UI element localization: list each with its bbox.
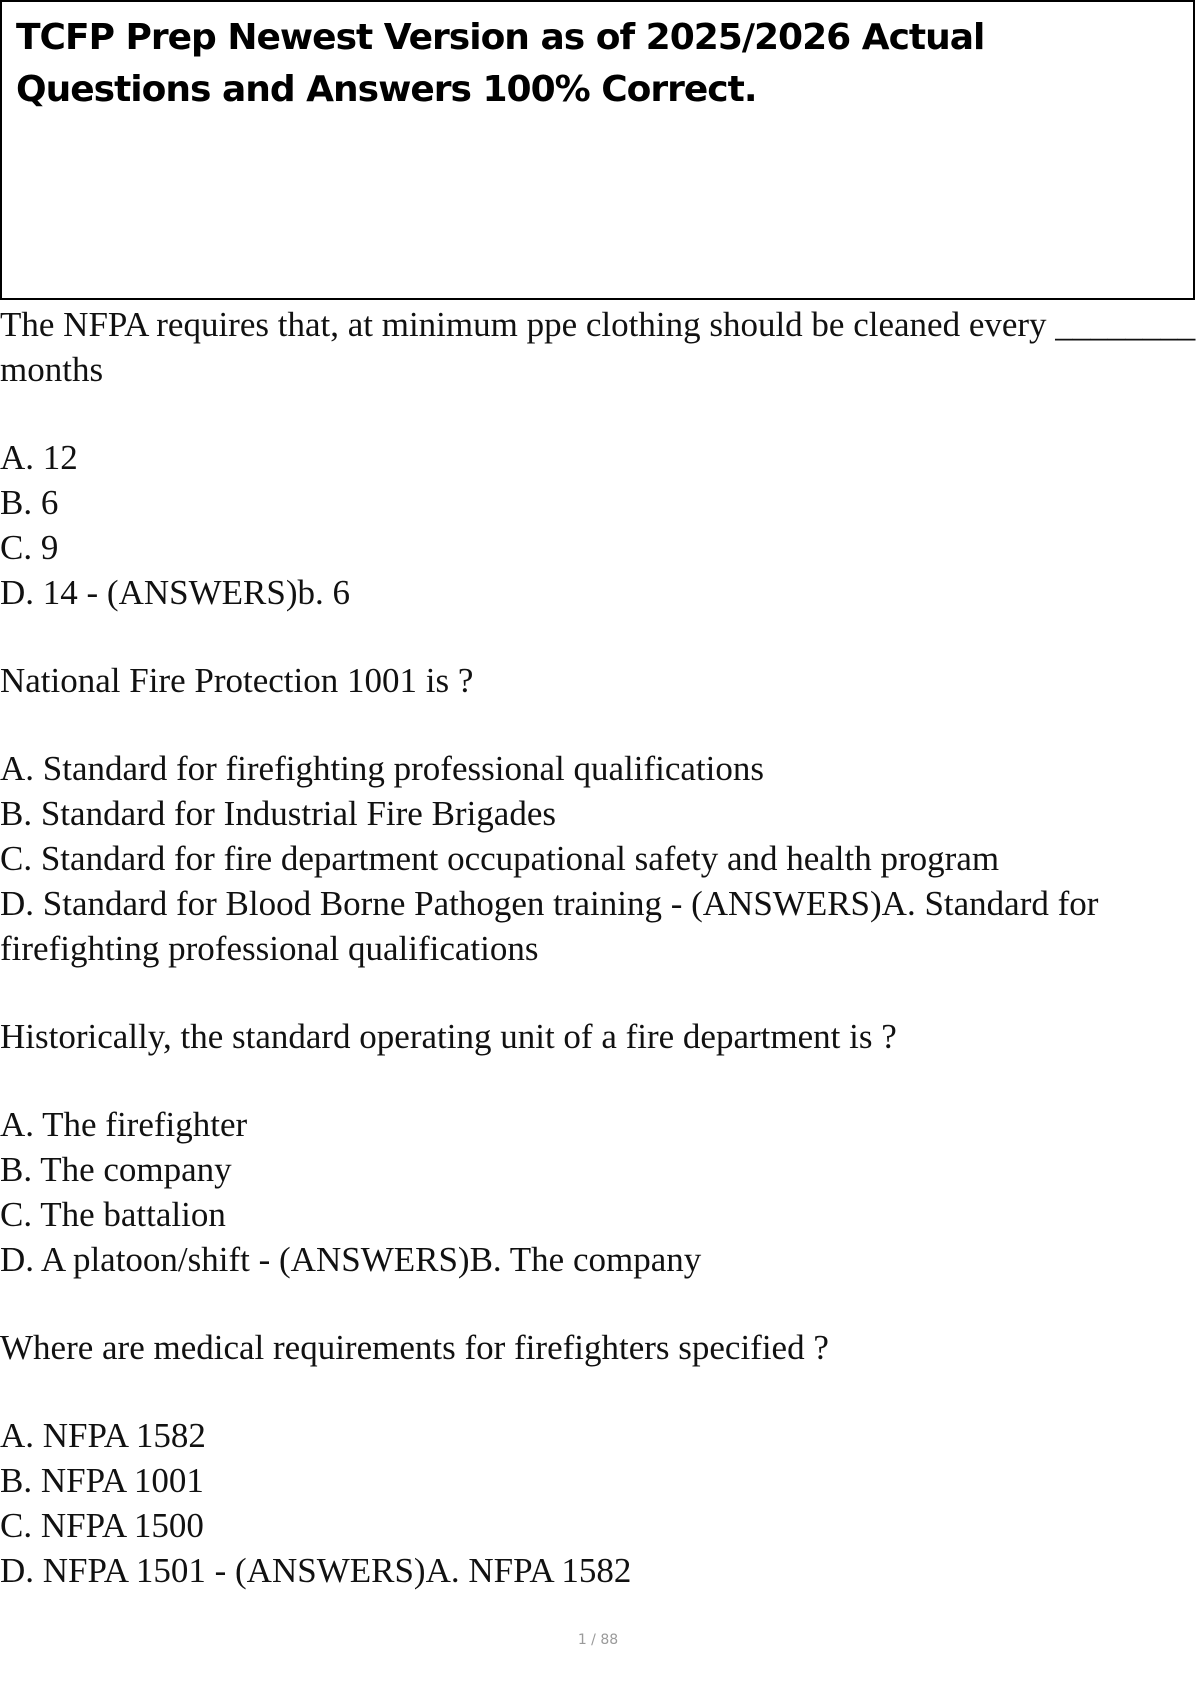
answer-option: C. NFPA 1500 xyxy=(0,1506,204,1545)
answer-option: B. 6 xyxy=(0,483,59,522)
answer-option: B. The company xyxy=(0,1150,232,1189)
answer-option: D. Standard for Blood Borne Pathogen training - (ANSWERS)A. Standard for firefighting professional qualifications xyxy=(0,884,1099,968)
answer-option: A. NFPA 1582 xyxy=(0,1416,206,1455)
question-text: Historically, the standard operating unit of a fire department is ? xyxy=(0,1017,897,1056)
question-item xyxy=(0,302,1196,615)
answer-option: C. Standard for fire department occupational safety and health program xyxy=(0,839,1000,878)
answer-option: D. A platoon/shift - (ANSWERS)B. The company xyxy=(0,1240,702,1279)
answer-option: D. 14 - (ANSWERS)b. 6 xyxy=(0,573,350,612)
question-item xyxy=(0,1014,1196,1282)
answer-option: D. NFPA 1501 - (ANSWERS)A. NFPA 1582 xyxy=(0,1551,632,1590)
answer-option: A. 12 xyxy=(0,438,78,477)
answer-option: A. The firefighter xyxy=(0,1105,248,1144)
question-text: National Fire Protection 1001 is ? xyxy=(0,661,474,700)
question-text: Where are medical requirements for firefighters specified ? xyxy=(0,1328,829,1367)
question-list xyxy=(0,302,1196,1636)
question-item xyxy=(0,1325,1196,1593)
document-title: TCFP Prep Newest Version as of 2025/2026 Actual Questions and Answers 100% Correct. xyxy=(16,17,985,110)
answer-option: C. The battalion xyxy=(0,1195,226,1234)
answer-option: B. NFPA 1001 xyxy=(0,1461,204,1500)
question-item xyxy=(0,658,1196,971)
page-number: 1 / 88 xyxy=(577,1632,619,1648)
answer-option: C. 9 xyxy=(0,528,59,567)
document-title-box xyxy=(0,0,1195,300)
answer-option: B. Standard for Industrial Fire Brigades xyxy=(0,794,557,833)
question-text: The NFPA requires that, at minimum ppe clothing should be cleaned every ________ months xyxy=(0,305,1196,389)
answer-option: A. Standard for firefighting professional qualifications xyxy=(0,749,764,788)
